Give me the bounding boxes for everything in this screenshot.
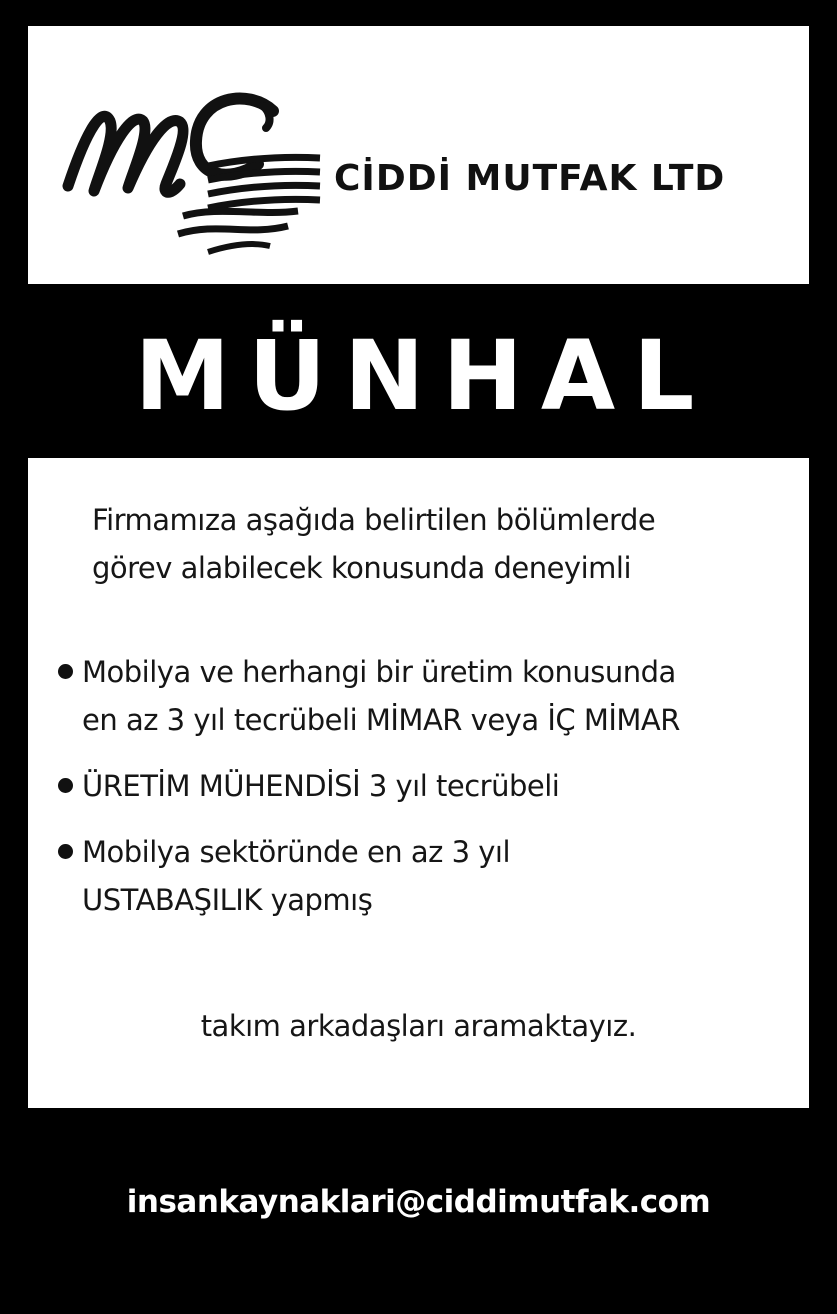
list-item: [50, 648, 795, 744]
closing-text: takım arkadaşları aramaktayız.: [200, 1009, 637, 1043]
bullet-icon: [58, 778, 73, 793]
list-item-line: en az 3 yıl tecrübeli MİMAR veya İÇ MİMAR: [82, 703, 680, 737]
list-item-line: ÜRETİM MÜHENDİSİ 3 yıl tecrübeli: [82, 769, 560, 803]
header-logo-panel: [28, 26, 809, 284]
contact-email: insankaynaklari@ciddimutfak.com: [126, 1184, 711, 1220]
position-list: [50, 648, 795, 942]
company-logo-mark: [58, 66, 328, 256]
company-name: CİDDİ MUTFAK LTD: [334, 158, 726, 199]
bullet-icon: [58, 844, 73, 859]
intro-line: Firmamıza aşağıda belirtilen bölümlerde: [92, 503, 656, 537]
list-item-line: USTABAŞILIK yapmış: [82, 883, 373, 917]
intro-text: [92, 496, 792, 592]
list-item-line: Mobilya ve herhangi bir üretim konusunda: [82, 655, 676, 689]
intro-line: görev alabilecek konusunda deneyimli: [92, 551, 632, 585]
bullet-icon: [58, 664, 73, 679]
page-title: MÜNHAL: [134, 320, 713, 432]
list-item-line: Mobilya sektöründe en az 3 yıl: [82, 835, 511, 869]
list-item: [50, 828, 795, 924]
list-item: [50, 762, 795, 810]
job-listing-panel: [28, 458, 809, 1108]
